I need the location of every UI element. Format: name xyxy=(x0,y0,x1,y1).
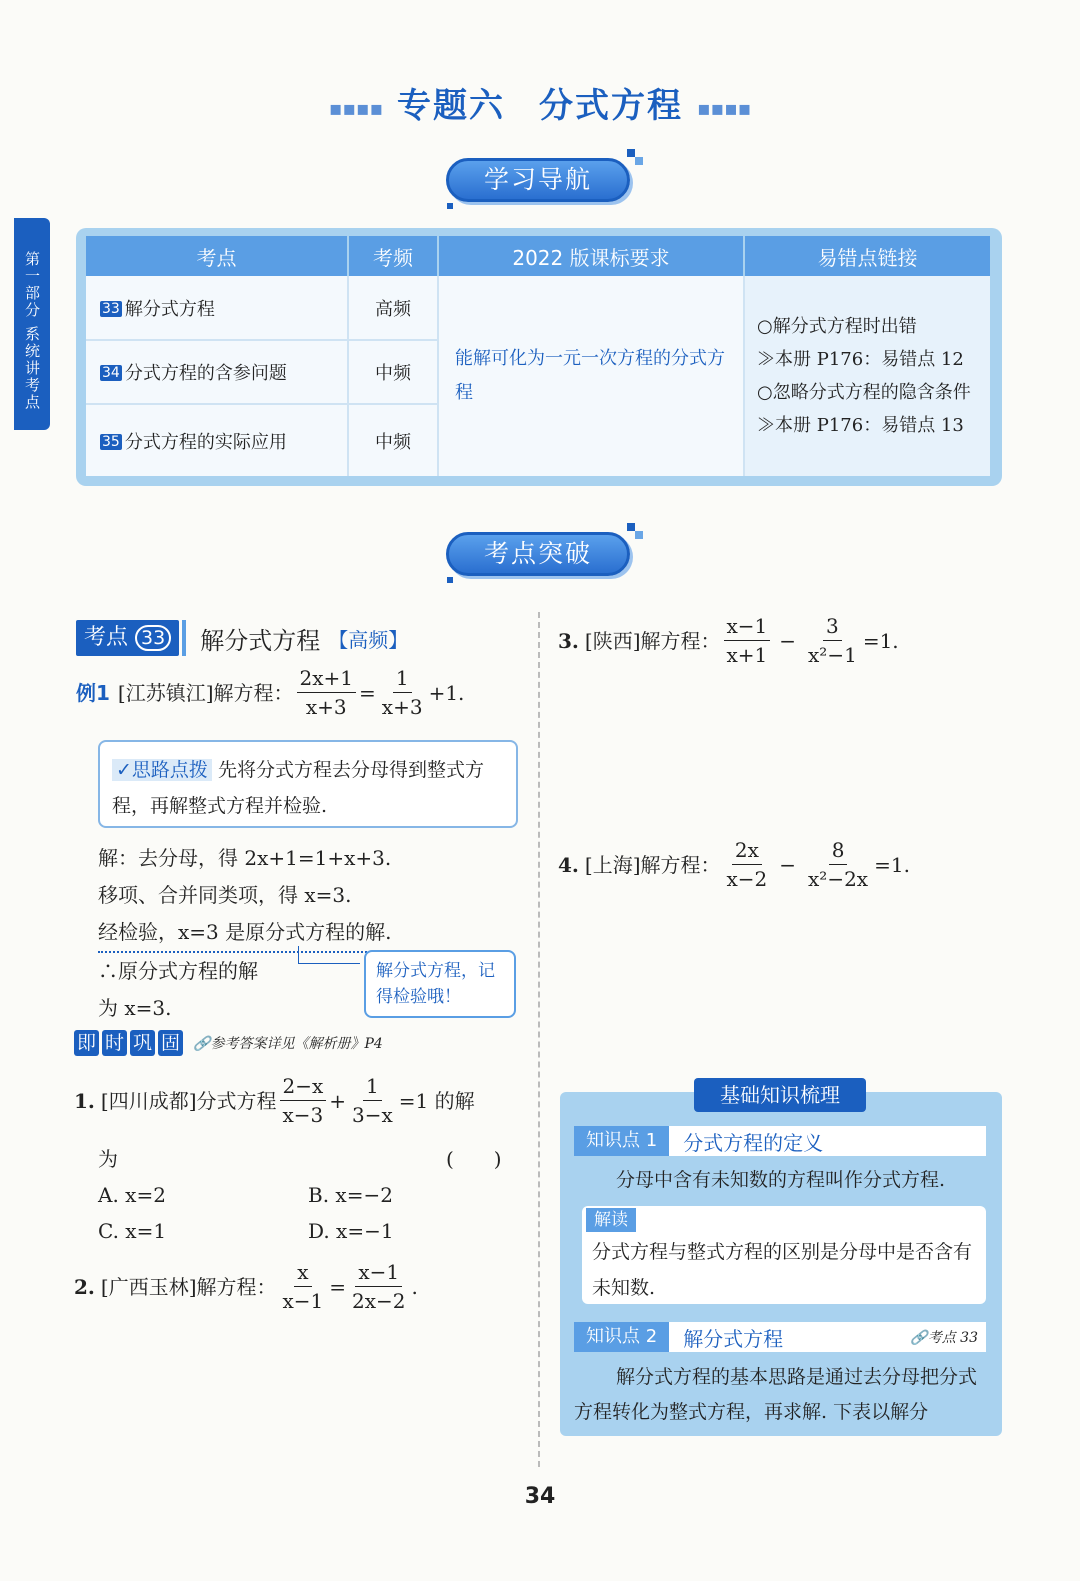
error-item: ○解分式方程时出错 xyxy=(757,316,917,337)
kaodian-title: 解分式方程 xyxy=(200,626,321,655)
reminder-box: 解分式方程，记得检验哦！ xyxy=(364,950,516,1018)
hint-tag: ✓思路点拨 xyxy=(112,759,212,781)
solution xyxy=(98,840,391,1027)
option-d[interactable]: D. x=−1 xyxy=(308,1219,394,1243)
option-a[interactable]: A. x=2 xyxy=(98,1183,166,1207)
example-label: 例1 xyxy=(76,680,110,705)
option-b[interactable]: B. x=−2 xyxy=(308,1183,393,1207)
reading-box xyxy=(582,1206,986,1304)
solution-line: 经检验，x=3 是原分式方程的解. xyxy=(98,914,391,953)
reading-text: 分式方程与整式方程的区别是分母中是否含有未知数. xyxy=(592,1241,973,1299)
solution-line: 为 x=3. xyxy=(98,996,172,1020)
practice-char: 即 xyxy=(74,1030,99,1056)
frequency: 中频 xyxy=(375,431,411,453)
frequency: 中频 xyxy=(375,363,411,384)
hint-text: 先将分式方程去分母得到整式方程，再解整式方程并检验. xyxy=(112,759,484,817)
page-title: ▪▪▪▪ 专题六 分式方程 ▪▪▪▪ xyxy=(328,86,752,126)
kp2-text: 解分式方程的基本思路是通过去分母把分式方程转化为整式方程，再求解. 下表以解分 xyxy=(574,1366,978,1423)
basic-knowledge-header: 基础知识梳理 xyxy=(694,1078,866,1112)
question-1-cont: 为 xyxy=(98,1147,118,1171)
kp-tag: 知识点 2 xyxy=(574,1322,669,1352)
option-c[interactable]: C. x=1 xyxy=(98,1219,167,1243)
solution-line: ∴原分式方程的解 xyxy=(98,959,258,983)
kp1-text: 分母中含有未知数的方程叫作分式方程. xyxy=(616,1169,946,1191)
kaodian-tag: 考点 33 xyxy=(76,620,179,656)
kp2-reference[interactable]: 🔗考点 33 xyxy=(910,1330,978,1346)
requirement-text: 能解可化为一元一次方程的分式方程 xyxy=(455,348,725,403)
solution-line: 解：去分母，得 2x+1=1+x+3. xyxy=(98,846,392,870)
reading-tag: 解读 xyxy=(586,1208,636,1232)
topic-number: 33 xyxy=(102,300,120,317)
topic-number: 34 xyxy=(102,365,120,381)
kp-title: 解分式方程 xyxy=(683,1326,784,1351)
arrow-line xyxy=(298,946,360,964)
example-source: [江苏镇江]解方程： xyxy=(117,680,294,705)
question-2: 2. [广西玉林]解方程： $\frac{x}{x-1}$ = $\frac{x-1}{2x-2}$ . xyxy=(74,1260,418,1313)
practice-char: 巩 xyxy=(130,1030,155,1056)
error-link[interactable]: ≫本册 P176：易错点 13 xyxy=(757,415,964,436)
page-number: 34 xyxy=(524,1484,556,1509)
col-header: 易错点链接 xyxy=(744,236,990,276)
table-row xyxy=(86,276,990,340)
practice-char: 固 xyxy=(158,1030,183,1056)
kaodian-header xyxy=(76,620,408,656)
practice-header xyxy=(74,1030,383,1056)
topic-name: 分式方程的实际应用 xyxy=(124,431,287,453)
question-1: 1. [四川成都]分式方程 $\frac{2-x}{x-3}$ + $\frac{1}{3-x}$ =1 的解 xyxy=(74,1074,475,1127)
col-header: 考频 xyxy=(348,236,438,276)
nav-table xyxy=(86,236,990,476)
answer-blank[interactable]: ( ) xyxy=(446,1147,502,1171)
topic-name: 分式方程的含参问题 xyxy=(124,363,287,384)
column-divider xyxy=(538,612,540,1467)
kaodian-frequency: 【高频】 xyxy=(328,627,409,652)
col-header: 考点 xyxy=(86,236,348,276)
error-item: ○忽略分式方程的隐含条件 xyxy=(757,382,971,403)
kp-title: 分式方程的定义 xyxy=(683,1130,824,1155)
breakthrough-pill: 考点突破 xyxy=(446,532,630,576)
topic-name: 解分式方程 xyxy=(124,298,215,320)
question-4: 4. [上海]解方程： $\frac{2x}{x-2}$ − $\frac{8}{\text{x²−2x}}$ =1. xyxy=(558,838,910,891)
example-1: 例1 [江苏镇江]解方程： $\frac{2x+1}{x+3}$ = $\frac{1}{x+3}$ +1. xyxy=(76,666,465,719)
topic-number: 35 xyxy=(102,433,120,450)
knowledge-point-2 xyxy=(574,1322,986,1352)
solution-line: 移项、合并同类项，得 x=3. xyxy=(98,883,352,907)
side-section-tab: 第一部分 系统讲考点 xyxy=(14,218,50,430)
frequency: 高频 xyxy=(375,298,411,320)
error-link[interactable]: ≫本册 P176：易错点 12 xyxy=(757,349,964,370)
col-header: 2022 版课标要求 xyxy=(438,236,744,276)
nav-pill: 学习导航 xyxy=(446,158,630,202)
kp-tag: 知识点 1 xyxy=(574,1126,669,1156)
knowledge-point-1 xyxy=(574,1126,986,1156)
hint-box xyxy=(98,740,518,828)
practice-char: 时 xyxy=(102,1030,127,1056)
question-3: 3. [陕西]解方程： $\frac{x-1}{x+1}$ − $\frac{3}{\text{x²−1}}$ =1. xyxy=(558,614,899,667)
answer-reference[interactable]: 🔗参考答案详见《解析册》P4 xyxy=(193,1036,383,1052)
